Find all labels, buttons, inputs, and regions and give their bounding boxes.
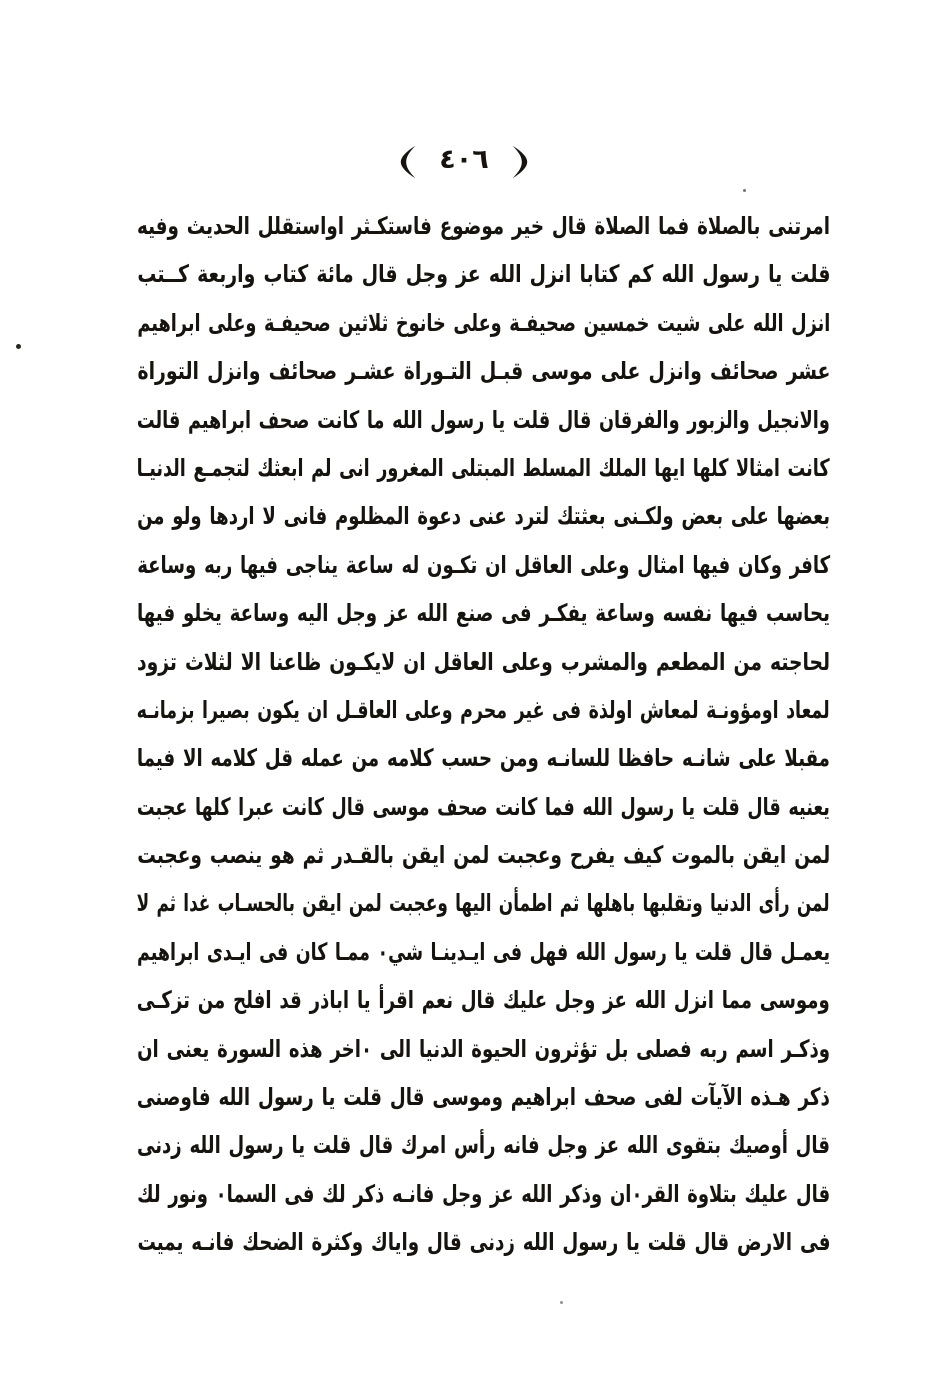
page-header [400, 136, 528, 188]
text-line: يحاسب فيها نفسه وساعة يفكـر فى صنع الله عز وجل اليه وساعة يخلو فيها [137, 599, 830, 628]
text-line: وذكـر اسم ربه فصلى بل تؤثرون الحيوة الدنيا الى ٠اخر هذه السورة يعنى ان [137, 1034, 830, 1063]
ink-speck [560, 1301, 563, 1304]
text-line: يعنيه قال قلت يا رسول الله فما كانت صحف موسى قال كانت عبرا كلها عجبت [137, 792, 830, 821]
text-line: انزل الله على شيت خمسين صحيفـة وعلى خانوخ ثلاثين صحيفـة وعلى ابراهيم [137, 308, 830, 337]
text-line: وموسى مما انزل الله عز وجل عليك قال نعم اقرأ يا اباذر قد افلح من تزكـى [137, 986, 830, 1015]
text-line: ذكر هـذه الآيآت لفى صحف ابراهيم وموسى قال قلت يا رسول الله فاوصنى [137, 1083, 830, 1112]
text-line: يعمـل قال قلت يا رسول الله فهل فى ايـدينـا شي٠ ممـا كان فى ايـدى ابراهيم [137, 937, 830, 966]
text-line: لمعاد اومؤونـة لمعاش اولذة فى غير محرم وعلى العاقـل ان يكون بصيرا بزمانـه [137, 695, 830, 724]
page-number: ٤٠٦ [439, 143, 489, 175]
text-line: لمن ايقن بالموت كيف يفرح وعجبت لمن ايقن بالقـدر ثم هو ينصب وعجبت [137, 841, 830, 870]
text-line: فى الارض قال قلت يا رسول الله زدنى قال واياك وكثرة الضحك فانـه يميت [137, 1228, 830, 1257]
crescent-left-ornament-icon [400, 145, 417, 179]
text-line: عشر صحائف وانزل على موسى قبـل التـوراة عشـر صحائف وانزل التوراة [137, 357, 830, 386]
text-line: قلت يا رسول الله كم كتابا انزل الله عز وجل قال مائة كتاب واربعة كــتب [137, 260, 830, 289]
text-line: مقبلا على شانـه حافظا للسانـه ومن حسب كلامه من عمله قل كلامه الا فيما [137, 744, 830, 773]
text-line: قال أوصيك بتقوى الله عز وجل فانه رأس امرك قال قلت يا رسول الله زدنى [137, 1131, 830, 1160]
text-line: لحاجته من المطعم والمشرب وعلى العاقل ان لايكـون ظاعنا الا لثلاث تزود [137, 647, 830, 676]
ink-speck [743, 189, 746, 192]
text-line: كافر وكان فيها امثال وعلى العاقل ان تكـون له ساعة يناجى فيها ربه وساعة [137, 550, 830, 579]
crescent-right-ornament-icon [511, 145, 528, 179]
text-block [137, 202, 830, 1267]
text-line: امرتنى بالصلاة فما الصلاة قال خير موضوع فاستكـثر اواستقلل الحديث وفيه [137, 212, 830, 240]
text-line: والانجيل والزبور والفرقان قال قلت يا رسول الله ما كانت صحف ابراهيم قالت [137, 405, 830, 434]
text-line: لمن رأى الدنيا وتقلبها باهلها ثم اطمأن اليها وعجبت لمن ايقن بالحسـاب غدا ثم لا [137, 889, 830, 918]
text-line: بعضها على بعض ولكـنى بعثتك لترد عنى دعوة المظلوم فانى لا اردها ولو من [137, 502, 830, 531]
ink-speck [16, 344, 21, 349]
text-line: كانت امثالا كلها ايها الملك المسلط المبتلى المغرور انى لم ابعثك لتجمـع الدنيـا [137, 453, 830, 482]
text-line: قال عليك بتلاوة القر٠ان وذكر الله عز وجل فانـه ذكر لك فى السما٠ ونور لك [137, 1179, 830, 1208]
